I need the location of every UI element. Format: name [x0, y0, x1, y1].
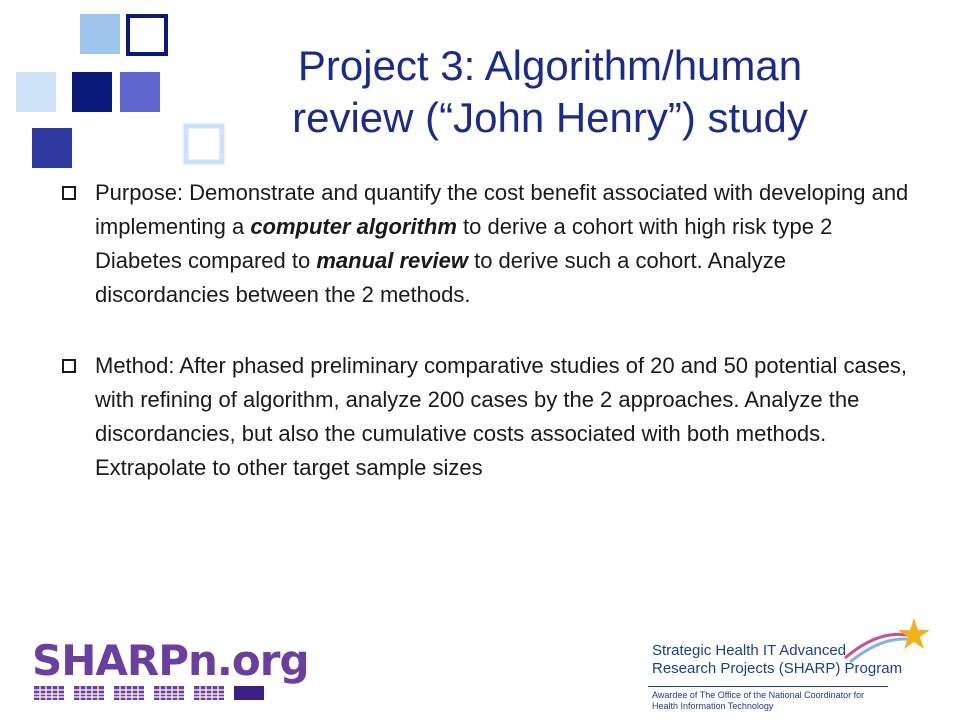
- purpose-text-1: Purpose: Demonstrate and quantify the cost benefit associated with developing and implementing a: [95, 180, 909, 239]
- square-bullet-icon: [62, 359, 76, 373]
- square-light-blue: [80, 14, 120, 54]
- program-name-line-2: Research Projects (SHARP) Program: [652, 660, 903, 677]
- square-bullet-icon: [62, 186, 76, 200]
- sharpn-grid-icon: [34, 684, 279, 702]
- logo-divider: [648, 686, 888, 687]
- bullet-method: [62, 349, 922, 485]
- bullet-purpose: [62, 176, 922, 312]
- purpose-emphasis-algorithm: computer algorithm: [250, 214, 457, 239]
- square-pale: [16, 72, 56, 112]
- star-swoosh-icon: [840, 616, 930, 666]
- sharpn-logo: [32, 636, 309, 700]
- awardee-line-1: Awardee of The Office of the National Coordinator for: [652, 690, 865, 700]
- title-line-2: review (“John Henry”) study: [292, 94, 808, 141]
- title-line-1: Project 3: Algorithm/human: [297, 42, 803, 89]
- purpose-emphasis-manual: manual review: [316, 248, 468, 273]
- sharpn-wordmark: SHARPn.org: [32, 636, 309, 685]
- square-medium: [120, 72, 160, 112]
- sharp-program-logo: [640, 616, 940, 716]
- awardee-line-2: Health Information Technology: [652, 701, 774, 711]
- method-text: Method: After phased preliminary comparative studies of 20 and 50 potential cases, with refining of algorithm, analyze 200 cases by the 2 approaches. Analyze the discordancies, but also the cumulative costs associated with both methods. Extrapolate to other target sample sizes: [95, 353, 908, 480]
- purpose-text-3: to derive such a cohort. Analyze discordancies between the 2 methods.: [95, 248, 786, 307]
- square-navy: [72, 72, 112, 112]
- slide-title: [215, 40, 885, 144]
- square-outline-top: [128, 16, 166, 54]
- bullet-list: [62, 176, 922, 485]
- square-dark: [32, 128, 72, 168]
- purpose-text-2: to derive a cohort with high risk type 2 Diabetes compared to: [95, 214, 833, 273]
- program-name-line-1: Strategic Health IT Advanced: [652, 642, 847, 659]
